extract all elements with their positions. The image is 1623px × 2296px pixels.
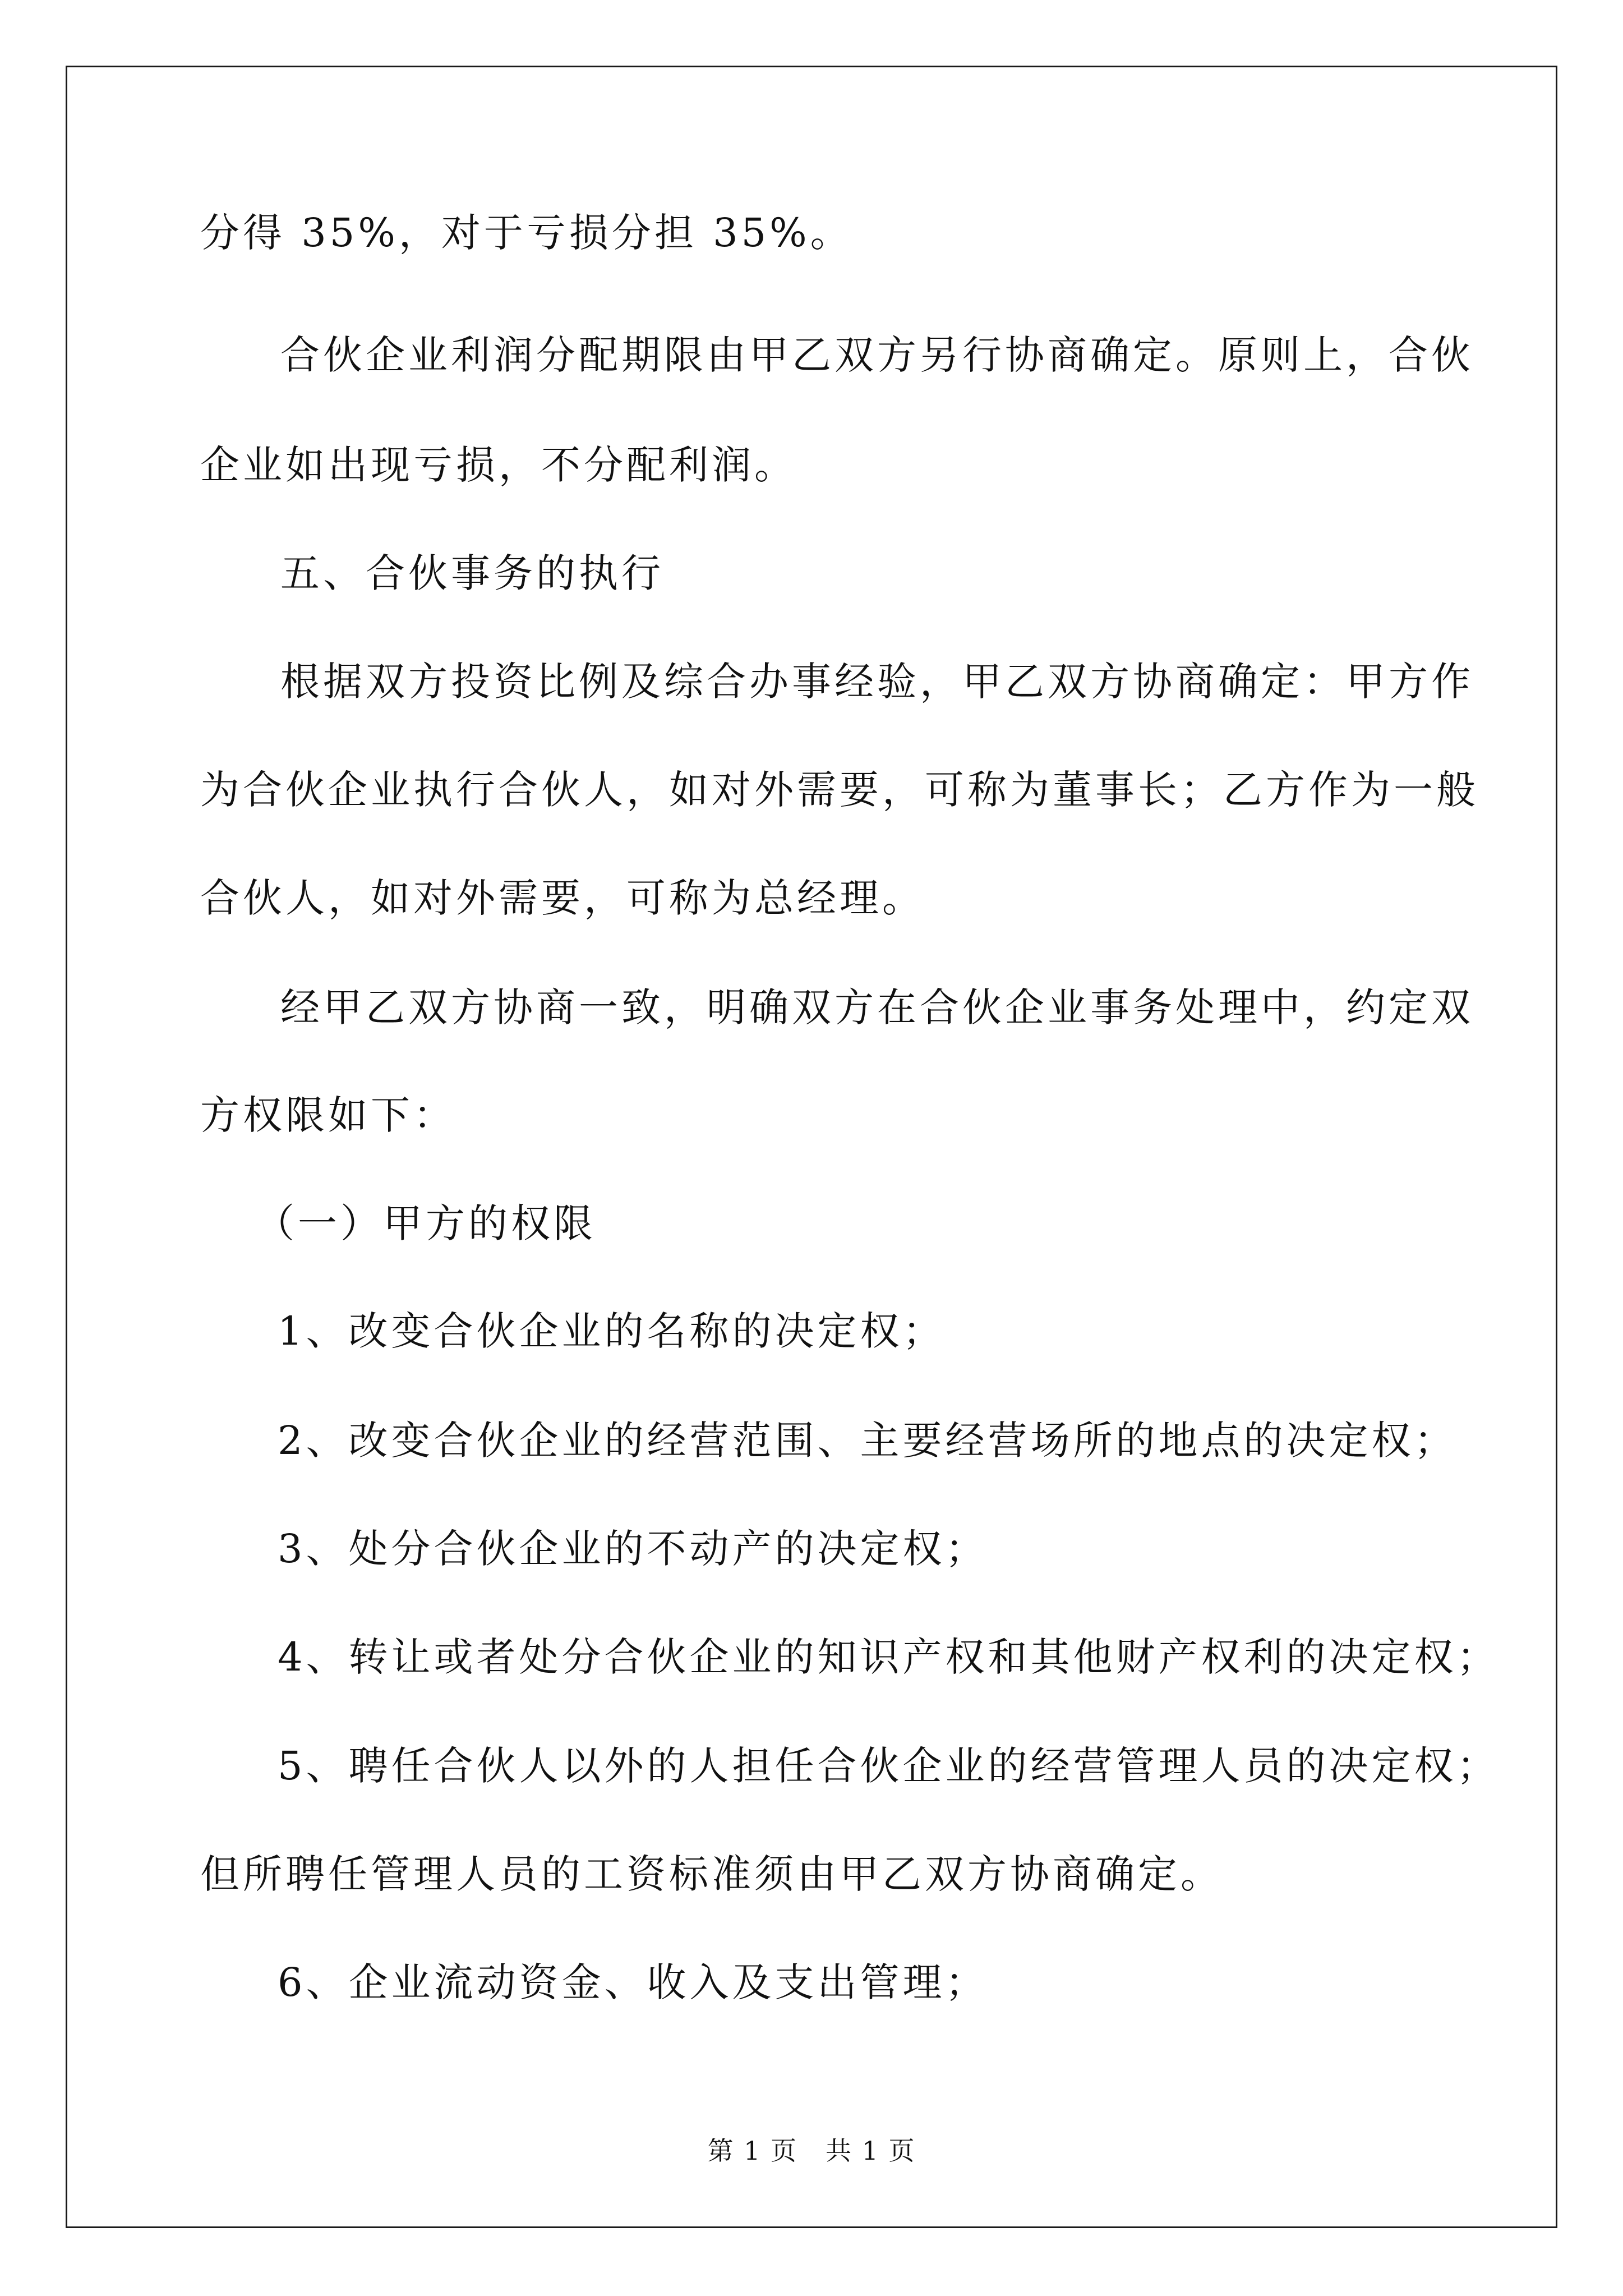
section-heading: 五、合伙事务的执行 bbox=[280, 550, 664, 596]
page-footer bbox=[0, 2134, 1623, 2168]
list-item: 1、改变合伙企业的名称的决定权； bbox=[278, 1308, 946, 1354]
text-line: 合伙企业利润分配期限由甲乙双方另行协商确定。原则上，合伙 bbox=[280, 332, 1474, 378]
page-total: 共 1 页 bbox=[826, 2136, 916, 2166]
list-item: 5、聘任合伙人以外的人担任合伙企业的经营管理人员的决定权； bbox=[278, 1743, 1500, 1789]
list-item: 4、转让或者处分合伙企业的知识产权和其他财产权利的决定权； bbox=[278, 1634, 1500, 1680]
list-item: 2、改变合伙企业的经营范围、主要经营场所的地点的决定权； bbox=[278, 1418, 1457, 1464]
text-line: 为合伙企业执行合伙人，如对外需要，可称为董事长；乙方作为一般 bbox=[200, 767, 1479, 813]
text-line: 但所聘任管理人员的工资标准须由甲乙双方协商确定。 bbox=[200, 1851, 1223, 1897]
text-line: 根据双方投资比例及综合办事经验，甲乙双方协商确定：甲方作 bbox=[280, 659, 1474, 705]
text-line: 分得 35%，对于亏损分担 35%。 bbox=[200, 210, 853, 256]
subsection-heading: （一）甲方的权限 bbox=[255, 1200, 596, 1246]
list-item: 6、企业流动资金、收入及支出管理； bbox=[278, 1959, 988, 2005]
text-line: 合伙人，如对外需要，可称为总经理。 bbox=[200, 875, 925, 921]
text-line: 经甲乙双方协商一致，明确双方在合伙企业事务处理中，约定双 bbox=[280, 984, 1474, 1030]
page-border bbox=[66, 66, 1557, 2228]
page-number: 第 1 页 bbox=[707, 2136, 797, 2166]
text-line: 方权限如下： bbox=[200, 1092, 456, 1138]
list-item: 3、处分合伙企业的不动产的决定权； bbox=[278, 1526, 988, 1572]
text-line: 企业如出现亏损，不分配利润。 bbox=[200, 442, 797, 488]
